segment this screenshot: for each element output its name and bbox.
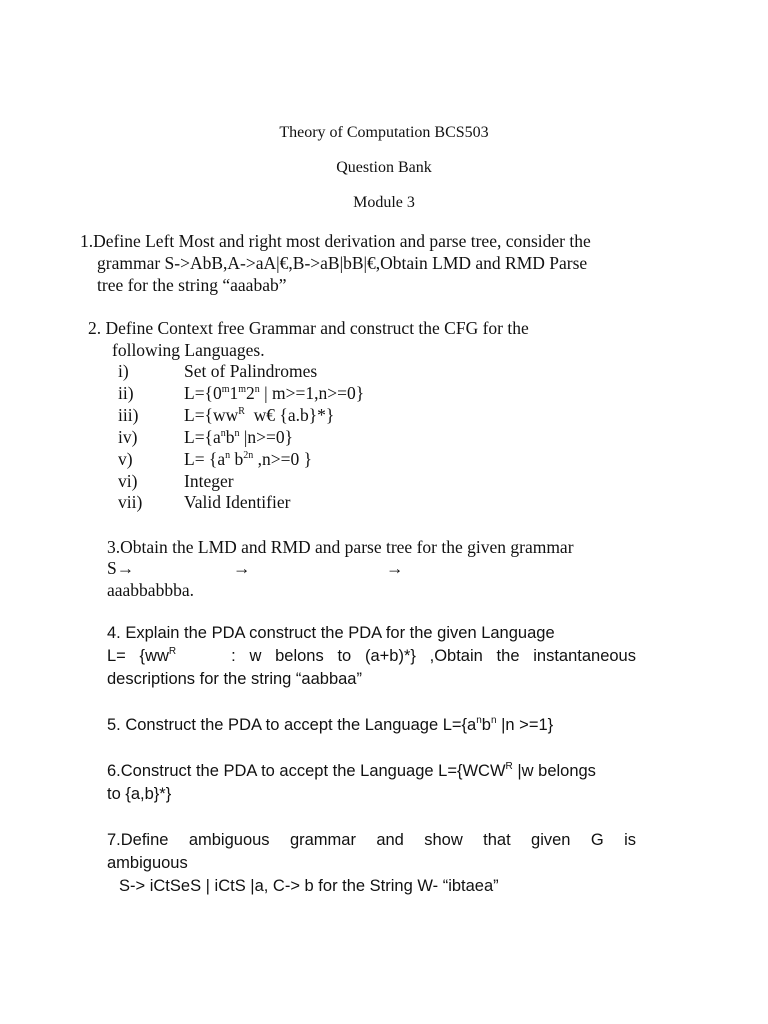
q7-line1: 7.Define ambiguous grammar and show that given G is [107,831,636,849]
q6-line1: 6.Construct the PDA to accept the Language $L=\{WCW^R$ |w belongs [107,761,596,780]
q7-line3: S-> iCtSeS | iCtS |a, C-> b for the String W- “ibtaea” [119,877,499,895]
q2-item-num: i) [118,361,129,381]
q2-item-num: vi) [118,471,138,491]
q4-line2: $L= \{ww^R$ : w belons to (a+b)*} ,Obtain the instantaneous [107,646,636,665]
q2-item-num: v) [118,449,133,469]
q2-item-text: $L=\{ww^R$ w€ {a.b}*} [184,405,335,425]
q5-line1: 5. Construct the PDA to accept the Language $L=\{a^nb^n$ |n >=1} [107,715,554,734]
q2-item-text: Valid Identifier [184,492,291,512]
q2-item-text: Set of Palindromes [184,361,318,381]
q2-item-num: ii) [118,383,134,403]
q2-line2: following Languages. [112,340,265,360]
document-subtitle: Question Bank [336,159,432,176]
arrow-icon: → [116,558,135,578]
q1-line3: tree for the string “aaabab” [97,275,287,295]
q3-start-symbol: S [107,558,117,578]
q3-line1: 3.Obtain the LMD and RMD and parse tree for the given grammar [107,537,574,557]
q2-item-num: iii) [118,405,139,425]
q2-item-text: $L=\{0^m1^m2^n$ | m>=1,n>=0} [184,383,365,403]
q4-line1: 4. Explain the PDA construct the PDA for the given Language [107,624,555,642]
q4-line3: descriptions for the string “aabbaa” [107,670,362,688]
q2-line1: 2. Define Context free Grammar and construct the CFG for the [88,318,529,338]
q2-item-text: $L=\{a^nb^n$ |n>=0} [184,427,294,447]
q1-line1: 1.Define Left Most and right most derivation and parse tree, consider the [80,231,591,251]
q3-line3: aaabbabbba. [107,580,194,600]
q2-item-num: iv) [118,427,138,447]
q1-line2: grammar S->AbB,A->aA|€,B->aB|bB|€,Obtain LMD and RMD Parse [97,253,588,273]
q7-line2: ambiguous [107,854,188,872]
q3-line2 [107,557,134,579]
q6-line2: to {a,b}*} [107,785,172,803]
arrow-icon: → [386,558,404,578]
q2-item-text: Integer [184,471,234,491]
q2-item-num: vii) [118,492,143,512]
arrow-icon: → [233,558,251,578]
q2-item-text: $L= \{a^n$ $b^{2n}$ ,n>=0 } [184,449,312,469]
document-title: Theory of Computation BCS503 [279,124,489,141]
module-heading: Module 3 [353,194,415,211]
